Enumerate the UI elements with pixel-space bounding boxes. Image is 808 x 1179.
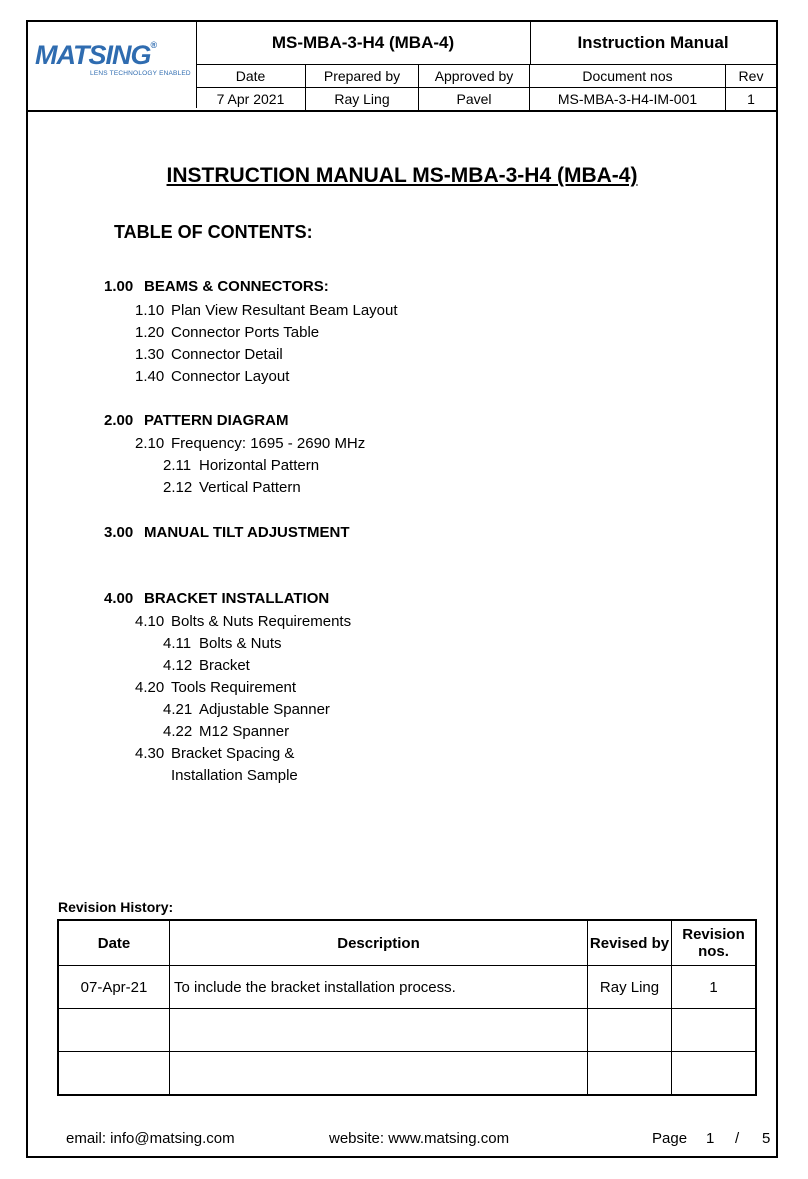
page-frame [26,20,778,1158]
header-value-docnos: MS-MBA-3-H4-IM-001 [530,88,726,110]
toc-text: Bolts & Nuts [199,635,282,652]
list-item [104,278,329,295]
page-title: INSTRUCTION MANUAL MS-MBA-3-H4 (MBA-4) [166,164,638,187]
toc-text: Tools Requirement [171,679,297,696]
revision-cell-description [170,1009,588,1052]
toc-text: Vertical Pattern [199,479,301,496]
list-item [135,302,398,319]
revision-cell-date: 07-Apr-21 [58,966,170,1009]
list-item [135,346,283,363]
toc-text: Bracket Spacing & [171,745,295,762]
table-row [58,966,756,1009]
header-label-docnos: Document nos [530,65,726,87]
toc-text: Frequency: 1695 - 2690 MHz [171,435,366,452]
list-item [104,590,329,607]
revision-cell-revision-nos: 1 [672,966,757,1009]
doc-type: Instruction Manual [530,22,776,65]
toc-number: 4.22 [163,723,193,740]
revision-header-description: Description [170,920,588,966]
toc-number: 2.12 [163,479,193,496]
toc-text: Plan View Resultant Beam Layout [171,302,398,319]
toc-number: 1.00 [104,278,134,295]
logo-tagline: LENS TECHNOLOGY ENABLED [90,70,191,77]
toc-number: 2.00 [104,412,134,429]
revision-cell-revision-nos [672,1009,757,1052]
toc-number: 4.20 [135,679,165,696]
toc-text: PATTERN DIAGRAM [144,412,289,429]
toc-number: 4.12 [163,657,193,674]
list-item [135,745,294,762]
revision-cell-revision-nos [672,1052,757,1096]
footer-page-number: 1 [706,1130,715,1147]
list-item [163,701,330,718]
list-item [163,479,301,496]
header-label-date: Date [196,65,306,87]
revision-history-label: Revision History: [58,899,174,915]
toc-number: 1.30 [135,346,165,363]
revision-cell-revised-by [588,1009,672,1052]
list-item [163,657,250,674]
header-label-approved: Approved by [419,65,530,87]
footer-email: email: info@matsing.com [66,1130,235,1147]
list-item [104,524,350,541]
toc-text: MANUAL TILT ADJUSTMENT [144,524,350,541]
header-value-rev: 1 [747,91,755,107]
revision-cell-revised-by: Ray Ling [588,966,672,1009]
list-item [135,613,351,630]
footer-page-label: Page [652,1130,688,1147]
header-label-rev: Rev [738,68,764,84]
list-item [135,767,298,784]
revision-header-row [58,920,756,966]
toc-text: BEAMS & CONNECTORS: [144,278,329,295]
toc-text: Connector Ports Table [171,324,320,341]
document-header [28,22,776,112]
list-item [135,324,319,341]
toc-text: M12 Spanner [199,723,290,740]
toc-text: Connector Layout [171,368,290,385]
list-item [135,368,289,385]
doc-code: MS-MBA-3-H4 (MBA-4) [196,22,531,65]
revision-cell-description: To include the bracket installation process. [170,966,588,1009]
toc-number: 1.20 [135,324,165,341]
list-item [163,723,289,740]
header-value-approved: Pavel [419,88,530,110]
toc-text: Installation Sample [171,767,298,784]
table-row [58,1052,756,1096]
header-label-prepared: Prepared by [306,65,419,87]
revision-header-revised-by: Revised by [588,920,672,966]
header-values-row [196,88,776,110]
toc-text: Bolts & Nuts Requirements [171,613,352,630]
toc-text: Connector Detail [171,346,283,363]
toc-number: 1.40 [135,368,165,385]
toc-number: 4.00 [104,590,134,607]
toc-heading: TABLE OF CONTENTS: [114,222,313,242]
toc-text: Horizontal Pattern [199,457,320,474]
list-item [104,412,288,429]
revision-cell-description [170,1052,588,1096]
list-item [163,635,282,652]
footer-page-total: 5 [762,1130,771,1147]
toc-number: 4.30 [135,745,165,762]
footer-website: website: www.matsing.com [329,1130,510,1147]
revision-header-revision-nos: Revision nos. [672,920,757,966]
revision-table [57,919,757,1096]
toc-text: Adjustable Spanner [199,701,330,718]
toc-text: Bracket [199,657,250,674]
toc-number: 3.00 [104,524,134,541]
revision-header-date: Date [58,920,170,966]
logo-wordmark: MATSING® [35,40,157,70]
toc-number: 4.11 [163,635,192,652]
header-value-date: 7 Apr 2021 [196,88,306,110]
list-item [135,679,296,696]
toc-number: 2.10 [135,435,165,452]
toc-number: 2.11 [163,457,192,474]
logo [28,22,197,108]
toc-number: 1.10 [135,302,165,319]
table-row [58,1009,756,1052]
toc-number: 4.21 [163,701,193,718]
toc-number: 4.10 [135,613,165,630]
footer-page-separator: / [735,1130,740,1147]
revision-cell-date [58,1009,170,1052]
toc-text: BRACKET INSTALLATION [144,590,330,607]
list-item [163,457,319,474]
header-labels-row [196,65,776,88]
list-item [135,435,365,452]
header-value-prepared: Ray Ling [306,88,419,110]
revision-cell-revised-by [588,1052,672,1096]
revision-cell-date [58,1052,170,1096]
